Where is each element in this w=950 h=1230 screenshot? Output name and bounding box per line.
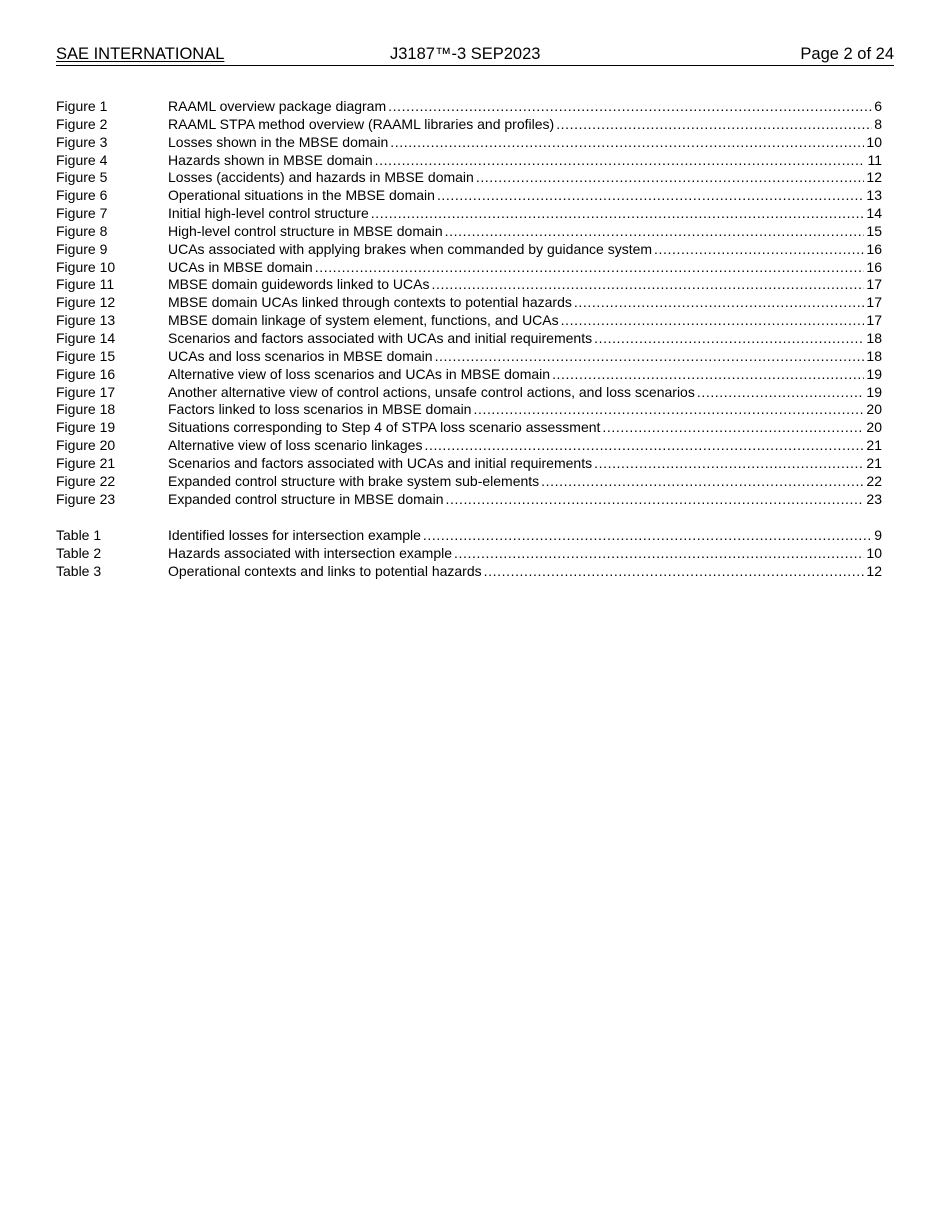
entry-label: Figure 10 <box>56 258 116 275</box>
entry-page-number[interactable]: 19 <box>866 365 882 382</box>
entry-label: Figure 13 <box>56 312 116 329</box>
entry-page-number[interactable]: 23 <box>866 490 882 507</box>
dot-leader <box>431 276 864 294</box>
entry-title[interactable]: UCAs associated with applying brakes when commanded by guidance system <box>168 240 653 257</box>
entry-title[interactable]: Losses shown in the MBSE domain <box>168 133 389 150</box>
entry-label: Table 3 <box>56 562 102 579</box>
entry-page-number[interactable]: 21 <box>866 454 882 471</box>
entry-page-number[interactable]: 11 <box>867 151 882 168</box>
entry-page-number[interactable]: 17 <box>866 294 882 311</box>
figure-entry[interactable] <box>56 134 882 152</box>
entry-label: Figure 2 <box>56 115 108 132</box>
entry-page-number[interactable]: 17 <box>866 312 882 329</box>
list-of-figures <box>56 98 882 508</box>
page-number: Page 2 of 24 <box>800 45 894 63</box>
figure-entry[interactable] <box>56 473 882 491</box>
dot-leader <box>602 419 864 437</box>
entry-page-number[interactable]: 21 <box>866 437 882 454</box>
entry-label: Figure 4 <box>56 151 108 168</box>
figure-entry[interactable] <box>56 241 882 259</box>
entry-label: Figure 15 <box>56 347 116 364</box>
entry-title[interactable]: Hazards shown in MBSE domain <box>168 151 373 168</box>
dot-leader <box>476 169 865 187</box>
figure-entry[interactable] <box>56 169 882 187</box>
dot-leader <box>594 330 864 348</box>
entry-title[interactable]: Hazards associated with intersection example <box>168 544 453 561</box>
table-entry[interactable] <box>56 545 882 563</box>
entry-title[interactable]: Operational contexts and links to potential hazards <box>168 562 482 579</box>
entry-label: Figure 7 <box>56 205 108 222</box>
dot-leader <box>654 241 864 259</box>
entry-title[interactable]: Initial high-level control structure <box>168 205 369 222</box>
figure-entry[interactable] <box>56 366 882 384</box>
table-entry[interactable] <box>56 527 882 545</box>
entry-page-number[interactable]: 9 <box>874 527 882 543</box>
figure-entry[interactable] <box>56 348 882 366</box>
entry-label: Figure 3 <box>56 133 108 150</box>
entry-title[interactable]: Alternative view of loss scenario linkages <box>168 437 423 454</box>
entry-page-number[interactable]: 16 <box>866 258 882 275</box>
dot-leader <box>424 437 864 455</box>
entry-title[interactable]: UCAs and loss scenarios in MBSE domain <box>168 347 433 364</box>
entry-page-number[interactable]: 14 <box>866 205 882 222</box>
entry-page-number[interactable]: 16 <box>866 240 882 257</box>
dot-leader <box>484 563 865 581</box>
entry-page-number[interactable]: 8 <box>874 115 882 132</box>
figure-entry[interactable] <box>56 419 882 437</box>
entry-label: Figure 8 <box>56 222 108 239</box>
entry-page-number[interactable]: 10 <box>866 133 882 150</box>
figure-entry[interactable] <box>56 152 882 170</box>
entry-page-number[interactable]: 20 <box>866 419 882 436</box>
entry-label: Figure 5 <box>56 169 108 186</box>
figure-entry[interactable] <box>56 205 882 223</box>
entry-title[interactable]: Scenarios and factors associated with UCAs and initial requirements <box>168 329 593 346</box>
entry-title[interactable]: High-level control structure in MBSE domain <box>168 222 443 239</box>
dot-leader <box>423 527 872 545</box>
figure-entry[interactable] <box>56 187 882 205</box>
figure-entry[interactable] <box>56 312 882 330</box>
dot-leader <box>445 491 864 509</box>
entry-page-number[interactable]: 17 <box>866 276 882 293</box>
entry-label: Figure 19 <box>56 419 116 436</box>
entry-title[interactable]: Expanded control structure with brake system sub-elements <box>168 472 540 489</box>
entry-label: Figure 11 <box>56 276 115 293</box>
entry-page-number[interactable]: 12 <box>866 169 882 186</box>
figure-entry[interactable] <box>56 384 882 402</box>
entry-title[interactable]: RAAML overview package diagram <box>168 98 387 114</box>
entry-title[interactable]: MBSE domain guidewords linked to UCAs <box>168 276 430 293</box>
entry-title[interactable]: MBSE domain linkage of system element, functions, and UCAs <box>168 312 559 329</box>
table-entry[interactable] <box>56 563 882 581</box>
entry-title[interactable]: Operational situations in the MBSE domain <box>168 187 435 204</box>
figure-entry[interactable] <box>56 116 882 134</box>
figure-entry[interactable] <box>56 98 882 116</box>
entry-page-number[interactable]: 22 <box>866 472 882 489</box>
entry-label: Figure 14 <box>56 329 116 346</box>
entry-title[interactable]: Factors linked to loss scenarios in MBSE domain <box>168 401 472 418</box>
entry-label: Figure 16 <box>56 365 116 382</box>
entry-title[interactable]: Another alternative view of control actions, unsafe control actions, and loss scenarios <box>168 383 695 400</box>
entry-title[interactable]: Losses (accidents) and hazards in MBSE domain <box>168 169 474 186</box>
figure-entry[interactable] <box>56 223 882 241</box>
dot-leader <box>594 455 864 473</box>
dot-leader <box>435 348 865 366</box>
entry-page-number[interactable]: 18 <box>866 329 882 346</box>
entry-label: Figure 1 <box>56 98 108 114</box>
dot-leader <box>445 223 865 241</box>
entry-label: Figure 20 <box>56 437 116 454</box>
dot-leader <box>473 401 864 419</box>
figure-entry[interactable] <box>56 455 882 473</box>
dot-leader <box>375 152 866 170</box>
dot-leader <box>574 294 865 312</box>
entry-label: Figure 23 <box>56 490 116 507</box>
entry-page-number[interactable]: 18 <box>866 347 882 364</box>
entry-label: Figure 21 <box>56 454 116 471</box>
entry-title[interactable]: UCAs in MBSE domain <box>168 258 313 275</box>
entry-label: Figure 17 <box>56 383 116 400</box>
entry-page-number[interactable]: 6 <box>874 98 882 114</box>
entry-label: Figure 9 <box>56 240 108 257</box>
dot-leader <box>388 98 872 116</box>
dot-leader <box>390 134 864 152</box>
figure-entry[interactable] <box>56 276 882 294</box>
entry-page-number[interactable]: 20 <box>866 401 882 418</box>
dot-leader <box>315 259 865 277</box>
entry-title[interactable]: Expanded control structure in MBSE domain <box>168 490 444 507</box>
dot-leader <box>437 187 864 205</box>
entry-label: Figure 6 <box>56 187 108 204</box>
figure-entry[interactable] <box>56 294 882 312</box>
entry-label: Table 1 <box>56 527 102 543</box>
entry-title[interactable]: RAAML STPA method overview (RAAML libraries and profiles) <box>168 115 555 132</box>
figure-entry[interactable] <box>56 437 882 455</box>
figure-entry[interactable] <box>56 330 882 348</box>
dot-leader <box>541 473 864 491</box>
dot-leader <box>697 384 865 402</box>
entry-title[interactable]: Situations corresponding to Step 4 of STPA loss scenario assessment <box>168 419 601 436</box>
page-header <box>56 44 894 66</box>
dot-leader <box>454 545 864 563</box>
figure-entry[interactable] <box>56 401 882 419</box>
entry-title[interactable]: Scenarios and factors associated with UCAs and initial requirements <box>168 454 593 471</box>
dot-leader <box>371 205 865 223</box>
document-id: J3187™-3 SEP2023 <box>390 45 541 63</box>
entry-title[interactable]: Identified losses for intersection example <box>168 527 421 543</box>
entry-label: Table 2 <box>56 544 102 561</box>
entry-page-number[interactable]: 12 <box>866 562 882 579</box>
figure-entry[interactable] <box>56 259 882 277</box>
dot-leader <box>556 116 872 134</box>
entry-label: Figure 18 <box>56 401 116 418</box>
entry-title[interactable]: MBSE domain UCAs linked through contexts to potential hazards <box>168 294 572 311</box>
figure-entry[interactable] <box>56 491 882 509</box>
entry-page-number[interactable]: 19 <box>866 383 882 400</box>
entry-page-number[interactable]: 15 <box>866 222 882 239</box>
entry-label: Figure 12 <box>56 294 116 311</box>
entry-page-number[interactable]: 13 <box>866 187 882 204</box>
entry-title[interactable]: Alternative view of loss scenarios and UCAs in MBSE domain <box>168 365 551 382</box>
org-name: SAE INTERNATIONAL <box>56 45 225 63</box>
dot-leader <box>561 312 865 330</box>
entry-label: Figure 22 <box>56 472 116 489</box>
dot-leader <box>552 366 864 384</box>
list-of-tables <box>56 527 882 581</box>
entry-page-number[interactable]: 10 <box>866 544 882 561</box>
